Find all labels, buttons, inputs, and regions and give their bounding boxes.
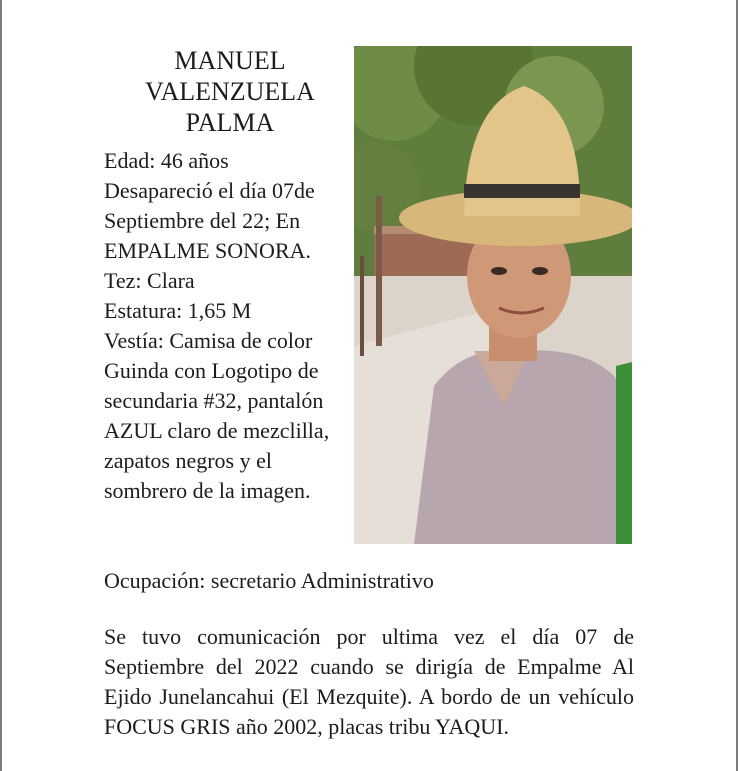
name-line-last: PALMA — [185, 108, 275, 137]
person-details — [104, 146, 356, 506]
detail-clothing: Vestía: Camisa de color Guinda con Logotipo de secundaria #32, pantalón AZUL claro de mezclilla, zapatos negros y el sombrero de la imagen. — [104, 328, 330, 503]
missing-person-name — [106, 45, 354, 138]
detail-age: Edad: 46 años — [104, 148, 229, 173]
last-contact-text: Se tuvo comunicación por ultima vez el día 07 de Septiembre del 2022 cuando se dirigía de Empalme Al Ejido Junelancahui (El Mezquite). A bordo de un vehículo FOCUS GRIS año 2002, placas tribu YAQUI. — [104, 624, 634, 739]
name-line-first: MANUEL — [174, 46, 286, 75]
detail-height: Estatura: 1,65 M — [104, 298, 252, 323]
person-photo-illustration — [354, 46, 632, 544]
detail-disappearance: Desapareció el día 07de Septiembre del 22; En EMPALME SONORA. — [104, 178, 315, 263]
occupation-text: Ocupación: secretario Administrativo — [104, 568, 434, 593]
detail-complexion: Tez: Clara — [104, 268, 195, 293]
name-line-middle: VALENZUELA — [145, 77, 315, 106]
person-photo — [354, 46, 632, 544]
